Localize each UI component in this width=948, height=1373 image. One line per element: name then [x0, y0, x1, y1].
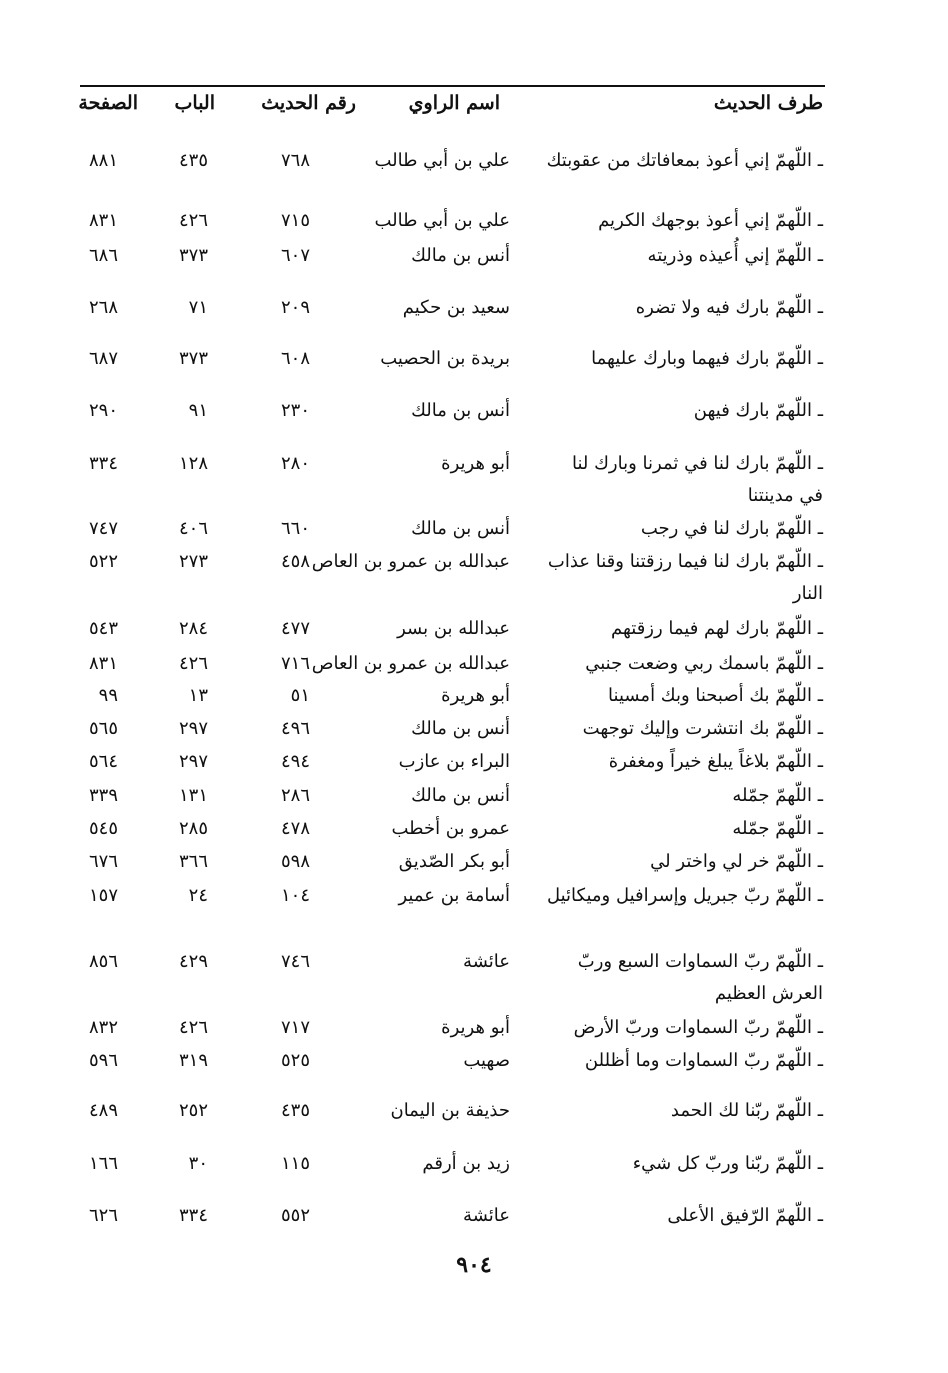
hadith-number-cell: ٢٣٠: [280, 400, 310, 421]
chapter-cell: ٢٧٣: [178, 551, 208, 572]
page-cell: ٥٤٣: [88, 618, 118, 639]
narrator-cell: أبو هريرة: [441, 685, 510, 706]
hadith-number-cell: ١١٥: [280, 1153, 310, 1174]
hadith-cell: ـ اللّهمّ ربّ جبريل وإسرافيل وميكائيل: [546, 885, 823, 906]
hadith-cell: ـ اللّهمّ بارك لهم فيما رزقتهم: [610, 618, 823, 639]
narrator-cell: أنس بن مالك: [411, 400, 510, 421]
narrator-cell: أبو بكر الصّديق: [398, 851, 510, 872]
page-cell: ١٥٧: [88, 885, 118, 906]
chapter-cell: ٢٨٥: [178, 818, 208, 839]
chapter-cell: ٢٤: [188, 885, 208, 906]
hadith-cell: ـ اللّهمّ إني أعوذ بوجهك الكريم: [598, 210, 823, 231]
hadith-number-cell: ٤٩٦: [280, 718, 310, 739]
hadith-number-cell: ٦٠٧: [280, 245, 310, 266]
narrator-cell: أنس بن مالك: [411, 245, 510, 266]
hadith-cell: ـ اللّهمّ الرّفيق الأعلى: [667, 1205, 823, 1226]
hadith-number-cell: ٧١٥: [280, 210, 310, 231]
hadith-number-cell: ٢٠٩: [280, 297, 310, 318]
narrator-cell: البراء بن عازب: [398, 751, 510, 772]
header-chapter: الباب: [174, 92, 215, 114]
header-hadith-number: رقم الحديث: [261, 92, 356, 114]
hadith-number-cell: ٤٧٨: [280, 818, 310, 839]
hadith-cell: ـ اللّهمّ ربّ السماوات وما أظللن: [584, 1050, 823, 1071]
page-cell: ٥٤٥: [88, 818, 118, 839]
chapter-cell: ٤٢٦: [178, 210, 208, 231]
narrator-cell: أنس بن مالك: [411, 785, 510, 806]
hadith-cell: ـ اللّهمّ بارك لنا في ثمرنا وبارك لنا في مدينتنا: [571, 453, 823, 506]
hadith-cell: ـ اللّهمّ خر لي واختر لي: [650, 851, 823, 872]
chapter-cell: ٩١: [188, 400, 208, 421]
page-cell: ٢٦٨: [88, 297, 118, 318]
hadith-number-cell: ٥١: [290, 685, 310, 706]
hadith-number-cell: ٧١٦: [280, 653, 310, 674]
chapter-cell: ٤٢٩: [178, 951, 208, 972]
page-cell: ٦٨٧: [88, 348, 118, 369]
hadith-number-cell: ٦٠٨: [280, 348, 310, 369]
page-cell: ٦٧٦: [88, 851, 118, 872]
page-cell: ٣٣٩: [88, 785, 118, 806]
page-cell: ٧٤٧: [88, 518, 118, 539]
chapter-cell: ٣٧٣: [178, 348, 208, 369]
narrator-cell: حذيفة بن اليمان: [390, 1100, 510, 1121]
chapter-cell: ٢٩٧: [178, 751, 208, 772]
hadith-cell: ـ اللّهمّ باسمك ربي وضعت جنبي: [585, 653, 823, 674]
hadith-number-cell: ٦٦٠: [280, 518, 310, 539]
header-hadith: طرف الحديث: [713, 92, 823, 114]
hadith-number-cell: ٥٩٨: [280, 851, 310, 872]
narrator-cell: أبو هريرة: [441, 1017, 510, 1038]
chapter-cell: ٣٣٤: [178, 1205, 208, 1226]
narrator-cell: زيد بن أرقم: [422, 1153, 510, 1174]
page-cell: ١٦٦: [88, 1153, 118, 1174]
hadith-number-cell: ١٠٤: [280, 885, 310, 906]
narrator-cell: صهيب: [463, 1050, 510, 1071]
header-page: الصفحة: [78, 92, 138, 114]
chapter-cell: ٤٠٦: [178, 518, 208, 539]
page-cell: ٥٩٦: [88, 1050, 118, 1071]
narrator-cell: عبدالله بن عمرو بن العاص: [311, 653, 510, 674]
page-cell: ٩٩: [98, 685, 118, 706]
hadith-cell: ـ اللّهمّ بلاغاً يبلغ خيراً ومغفرة: [608, 751, 823, 772]
chapter-cell: ٣٦٦: [178, 851, 208, 872]
page-cell: ٥٦٤: [88, 751, 118, 772]
page-cell: ٦٢٦: [88, 1205, 118, 1226]
chapter-cell: ٢٩٧: [178, 718, 208, 739]
narrator-cell: عبدالله بن عمرو بن العاص: [311, 551, 510, 572]
chapter-cell: ٢٥٢: [178, 1100, 208, 1121]
hadith-cell: ـ اللّهمّ بارك فيهما وبارك عليهما: [591, 348, 823, 369]
chapter-cell: ٢٨٤: [178, 618, 208, 639]
narrator-cell: علي بن أبي طالب: [374, 210, 510, 231]
hadith-cell: ـ اللّهمّ ربّ السماوات السبع وربّ العرش العظيم: [577, 951, 823, 1004]
narrator-cell: عائشة: [463, 951, 510, 972]
chapter-cell: ١٢٨: [178, 453, 208, 474]
chapter-cell: ٤٢٦: [178, 1017, 208, 1038]
hadith-number-cell: ٤٣٥: [280, 1100, 310, 1121]
hadith-cell: ـ اللّهمّ جمّله: [732, 785, 823, 806]
hadith-number-cell: ٢٨٠: [280, 453, 310, 474]
hadith-number-cell: ٤٩٤: [280, 751, 310, 772]
hadith-cell: ـ اللّهمّ بك أصبحنا وبك أمسينا: [608, 685, 823, 706]
narrator-cell: علي بن أبي طالب: [374, 150, 510, 171]
hadith-cell: ـ اللّهمّ ربّنا وربّ كل شيء: [632, 1153, 823, 1174]
chapter-cell: ٧١: [188, 297, 208, 318]
hadith-cell: ـ اللّهمّ بارك لنا في رجب: [640, 518, 823, 539]
narrator-cell: عائشة: [463, 1205, 510, 1226]
chapter-cell: ٣٠: [188, 1153, 208, 1174]
hadith-number-cell: ٥٥٢: [280, 1205, 310, 1226]
hadith-number-cell: ٧١٧: [280, 1017, 310, 1038]
page-cell: ٥٢٢: [88, 551, 118, 572]
chapter-cell: ١٣: [188, 685, 208, 706]
narrator-cell: أسامة بن عمير: [398, 885, 510, 906]
page-cell: ٨٣١: [88, 210, 118, 231]
page-cell: ٤٨٩: [88, 1100, 118, 1121]
hadith-number-cell: ٤٥٨: [280, 551, 310, 572]
narrator-cell: أبو هريرة: [441, 453, 510, 474]
hadith-cell: ـ اللّهمّ إني أُعيذه وذريته: [647, 245, 823, 266]
hadith-cell: ـ اللّهمّ بارك لنا فيما رزقتنا وقنا عذاب النار: [547, 551, 823, 604]
page-number: ٩٠٤: [456, 1252, 492, 1278]
chapter-cell: ٣٧٣: [178, 245, 208, 266]
page-cell: ٢٩٠: [88, 400, 118, 421]
chapter-cell: ٤٣٥: [178, 150, 208, 171]
hadith-cell: ـ اللّهمّ ربّنا لك الحمد: [670, 1100, 823, 1121]
hadith-cell: ـ اللّهمّ ربّ السماوات وربّ الأرض: [573, 1017, 823, 1038]
chapter-cell: ١٣١: [178, 785, 208, 806]
narrator-cell: عمرو بن أخطب: [391, 818, 510, 839]
hadith-number-cell: ٧٦٨: [280, 150, 310, 171]
narrator-cell: بريدة بن الحصيب: [380, 348, 510, 369]
narrator-cell: أنس بن مالك: [411, 518, 510, 539]
hadith-cell: ـ اللّهمّ إني أعوذ بمعافاتك من عقوبتك: [546, 150, 823, 171]
chapter-cell: ٣١٩: [178, 1050, 208, 1071]
hadith-number-cell: ٧٤٦: [280, 951, 310, 972]
hadith-number-cell: ٤٧٧: [280, 618, 310, 639]
page-cell: ٨٣٢: [88, 1017, 118, 1038]
page-cell: ٦٨٦: [88, 245, 118, 266]
page-cell: ٨٣١: [88, 653, 118, 674]
hadith-number-cell: ٥٢٥: [280, 1050, 310, 1071]
page-cell: ٣٣٤: [88, 453, 118, 474]
page-cell: ٨٨١: [88, 150, 118, 171]
hadith-number-cell: ٢٨٦: [280, 785, 310, 806]
page-cell: ٥٦٥: [88, 718, 118, 739]
narrator-cell: أنس بن مالك: [411, 718, 510, 739]
narrator-cell: عبدالله بن بسر: [397, 618, 510, 639]
hadith-cell: ـ اللّهمّ بارك فيهن: [693, 400, 823, 421]
chapter-cell: ٤٢٦: [178, 653, 208, 674]
hadith-cell: ـ اللّهمّ جمّله: [732, 818, 823, 839]
hadith-cell: ـ اللّهمّ بك انتشرت وإليك توجهت: [582, 718, 823, 739]
hadith-cell: ـ اللّهمّ بارك فيه ولا تضره: [635, 297, 823, 318]
narrator-cell: سعيد بن حكيم: [402, 297, 510, 318]
header-narrator: اسم الراوي: [408, 92, 500, 114]
page-cell: ٨٥٦: [88, 951, 118, 972]
